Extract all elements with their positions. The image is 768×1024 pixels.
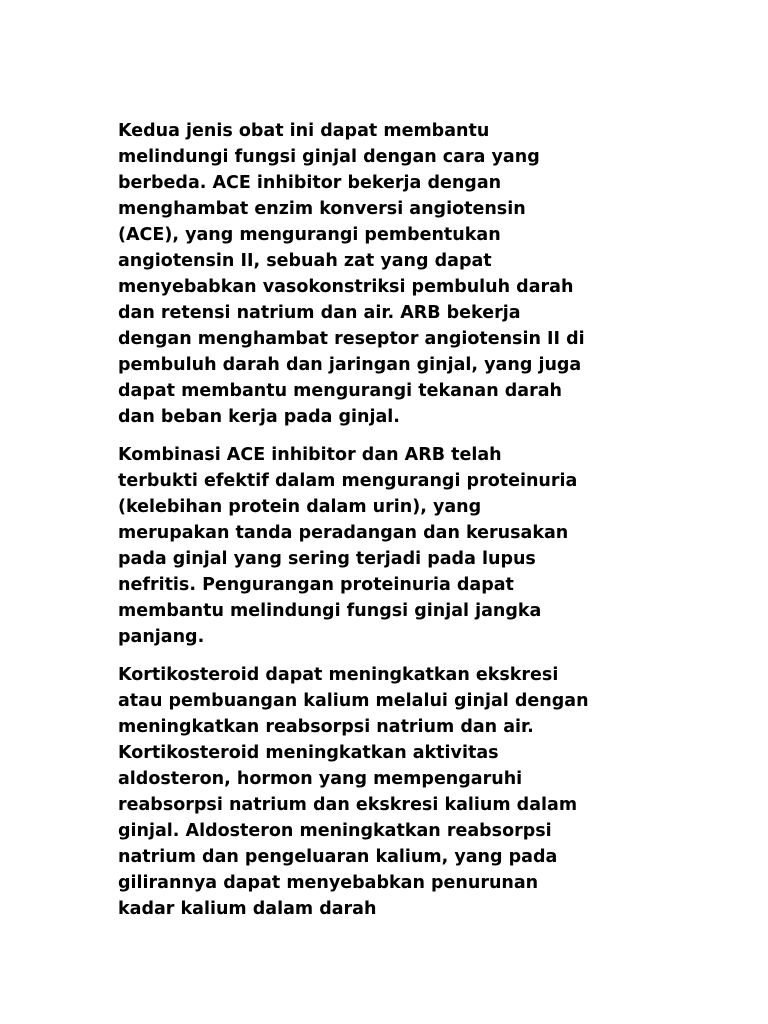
text-line: terbukti efektif dalam mengurangi proteinuria bbox=[118, 471, 578, 491]
text-line: melindungi fungsi ginjal dengan cara yang bbox=[118, 147, 540, 167]
text-line: (ACE), yang mengurangi pembentukan bbox=[118, 225, 501, 245]
text-line: menyebabkan vasokonstriksi pembuluh darah bbox=[118, 277, 574, 297]
text-line: dan retensi natrium dan air. ARB bekerja bbox=[118, 303, 521, 323]
text-line: membantu melindungi fungsi ginjal jangka bbox=[118, 601, 542, 621]
text-line: Kedua jenis obat ini dapat membantu bbox=[118, 121, 490, 141]
text-line: angiotensin II, sebuah zat yang dapat bbox=[118, 251, 492, 271]
paragraph-2 bbox=[118, 442, 658, 650]
text-line: Kortikosteroid dapat meningkatkan ekskresi bbox=[118, 665, 559, 685]
text-line: (kelebihan protein dalam urin), yang bbox=[118, 497, 482, 517]
text-line: pada ginjal yang sering terjadi pada lupus bbox=[118, 549, 536, 569]
text-line: merupakan tanda peradangan dan kerusakan bbox=[118, 523, 569, 543]
text-line: Kombinasi ACE inhibitor dan ARB telah bbox=[118, 445, 502, 465]
text-line: berbeda. ACE inhibitor bekerja dengan bbox=[118, 173, 502, 193]
paragraph-1 bbox=[118, 118, 658, 430]
text-line: reabsorpsi natrium dan ekskresi kalium dalam bbox=[118, 795, 578, 815]
text-line: dapat membantu mengurangi tekanan darah bbox=[118, 381, 562, 401]
text-line: pembuluh darah dan jaringan ginjal, yang juga bbox=[118, 355, 582, 375]
document-body bbox=[118, 118, 658, 934]
text-line: Kortikosteroid meningkatkan aktivitas bbox=[118, 743, 499, 763]
text-line: gilirannya dapat menyebabkan penurunan bbox=[118, 873, 539, 893]
text-line: aldosteron, hormon yang mempengaruhi bbox=[118, 769, 523, 789]
text-line: nefritis. Pengurangan proteinuria dapat bbox=[118, 575, 514, 595]
text-line: meningkatkan reabsorpsi natrium dan air. bbox=[118, 717, 534, 737]
text-line: kadar kalium dalam darah bbox=[118, 899, 377, 919]
paragraph-3 bbox=[118, 662, 658, 922]
text-line: dengan menghambat reseptor angiotensin II di bbox=[118, 329, 585, 349]
text-line: ginjal. Aldosteron meningkatkan reabsorpsi bbox=[118, 821, 552, 841]
text-line: natrium dan pengeluaran kalium, yang pada bbox=[118, 847, 558, 867]
text-line: dan beban kerja pada ginjal. bbox=[118, 407, 400, 427]
text-line: menghambat enzim konversi angiotensin bbox=[118, 199, 526, 219]
text-line: atau pembuangan kalium melalui ginjal dengan bbox=[118, 691, 589, 711]
text-line: panjang. bbox=[118, 627, 205, 647]
